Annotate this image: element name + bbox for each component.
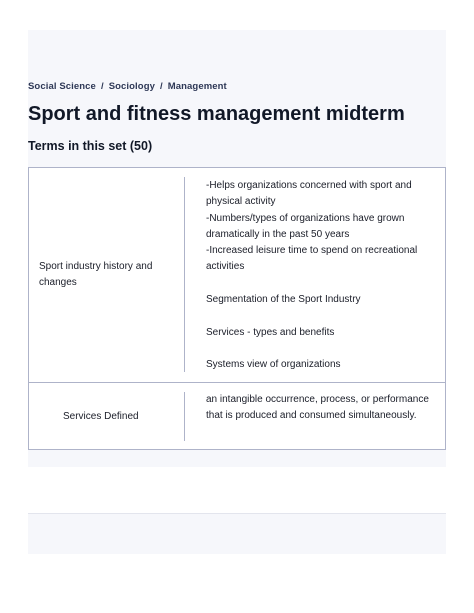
definition-spacer [206, 341, 431, 357]
definition-line: -Helps organizations concerned with sport and physical activity [206, 180, 412, 208]
definition-text [206, 178, 431, 374]
breadcrumb-item-social-science[interactable]: Social Science [28, 81, 96, 92]
terms-table [28, 167, 446, 450]
breadcrumb-separator: / [100, 81, 104, 92]
definition-line: Segmentation of the Sport Industry [206, 294, 361, 306]
breadcrumb-item-management[interactable]: Management [167, 81, 227, 92]
column-divider [184, 177, 185, 372]
definition-text [206, 392, 431, 425]
terms-heading: Terms in this set (50) [28, 139, 153, 153]
definition-spacer [206, 276, 431, 292]
definition-line: -Increased leisure time to spend on recreational activities [206, 245, 418, 273]
term-text: Sport industry history and changes [39, 261, 153, 288]
definition-line: Systems view of organizations [206, 359, 341, 371]
breadcrumb-separator: / [159, 81, 163, 92]
definition-line: Services - types and benefits [206, 326, 335, 338]
term-text: Services Defined [63, 411, 139, 422]
term-row[interactable] [29, 168, 445, 383]
page-title: Sport and fitness management midterm [28, 103, 405, 125]
breadcrumb [28, 81, 227, 92]
column-divider [184, 392, 185, 441]
footer-panel [28, 514, 446, 554]
definition-line: an intangible occurrence, process, or performance that is produced and consumed simultaneously. [206, 394, 429, 422]
breadcrumb-item-sociology[interactable]: Sociology [108, 81, 155, 92]
definition-line: -Numbers/types of organizations have grown dramatically in the past 50 years [206, 212, 405, 240]
term-row[interactable] [29, 382, 445, 450]
definition-spacer [206, 308, 431, 324]
